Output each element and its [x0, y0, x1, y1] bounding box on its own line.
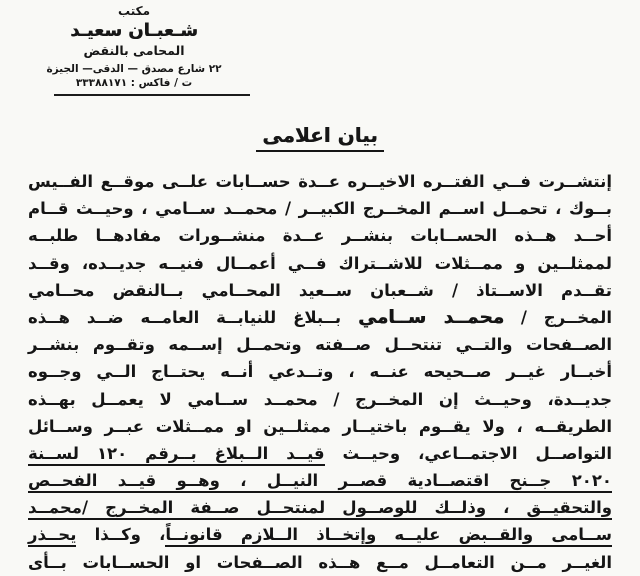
text-segment: ، وكــذا [76, 525, 166, 545]
letterhead [18, 5, 250, 96]
text-segment: المخــرج / [504, 307, 612, 327]
title-row [0, 123, 640, 152]
lawyer-name: شـعبـان سعيـد [70, 19, 198, 41]
letterhead-office-label: مكتب [117, 4, 150, 18]
text-segment: تقــدم الاســتاذ / شــعبان ســعيد المحــامي بــالنقض محــامي [28, 280, 612, 300]
body-line [28, 331, 612, 358]
text-segment: جديــدة، وحيــث إن المخــرج / محمــد ســامي لا يعمــل بهــذه [28, 389, 612, 409]
text-segment: الصــفحات والتــي تنتحــل صــفته وتحمــل إســمه وتقــوم بنشــر [28, 335, 612, 355]
body-line [28, 250, 612, 277]
text-segment: لممثلــين و ممــثلات للاشــتراك فــي أعمــال فنيــه جديــده، وقــد [28, 253, 612, 273]
text-segment: الغيــر مــن التعامــل مــع هــذه الصــفحات او الحســابات بــأى [28, 552, 612, 572]
body-line [28, 386, 612, 413]
letterhead-divider [54, 94, 250, 96]
body-line [28, 304, 612, 331]
office-phone: ت / فاكس : ٣٣٣٨٨١٧١ [75, 76, 193, 89]
lawyer-title: المحامى بالنقض [83, 43, 185, 59]
body-line [28, 222, 612, 249]
text-segment: إنتشــرت فــي الفتــره الاخيــره عــدة حســابات علــى موقــع الفــيس [28, 172, 612, 191]
text-segment: بــبلاغ للنيابــة العامــه ضــد هــذه [28, 307, 358, 327]
text-segment: أخبــار غيــر صــحيحه عنــه ، وتــدعي أنــه يحتــاج الــي وجــوه [28, 362, 612, 382]
statement-body [28, 168, 612, 576]
text-segment: بــوك ، تحمــل اســم المخــرج الكبيــر / محمــد ســامي ، وحيــث قــام [28, 199, 612, 219]
underlined-text: يحــذر [28, 525, 76, 547]
text-segment: التواصــل الاجتمــاعي، وحيــث [324, 443, 612, 463]
underlined-text: قيــد الــبلاغ بــرقم ١٢٠ لســنة [28, 444, 325, 466]
underlined-text: ٢٠٢٠ جــنح اقتصــادية قصــر النيــل ، وهــو قيــد الفحــص [28, 471, 612, 493]
body-line [28, 413, 612, 440]
text-segment: أحــد هــذه الحســابات بنشــر عــدة منشــورات مفادهــا طلبــه [28, 226, 612, 246]
body-line [28, 440, 612, 467]
text-segment: الطريقــه ، ولا يقــوم باختيــار ممثلــين او ممــثلات عبــر وســائل [28, 416, 612, 436]
underlined-text: والتحقيــق ، وذلــك للوصــول لمنتحــل صــفة المخــرج /محمــد [28, 498, 612, 520]
bold-name: محمــد ســامي [357, 306, 505, 328]
page-title: بيان اعلامى [256, 123, 384, 152]
body-line [28, 549, 612, 576]
body-line [28, 494, 612, 521]
office-address: ٢٢ شارع مصدق — الدقى— الجيزة [46, 62, 222, 75]
body-line [28, 168, 612, 195]
body-line [28, 521, 612, 548]
body-line [28, 277, 612, 304]
body-line [28, 358, 612, 385]
body-line [28, 195, 612, 222]
underlined-text: ســامى والقــبض عليــه وإتخــاذ الــلازم قانونــاً [165, 525, 612, 547]
body-line [28, 467, 612, 494]
